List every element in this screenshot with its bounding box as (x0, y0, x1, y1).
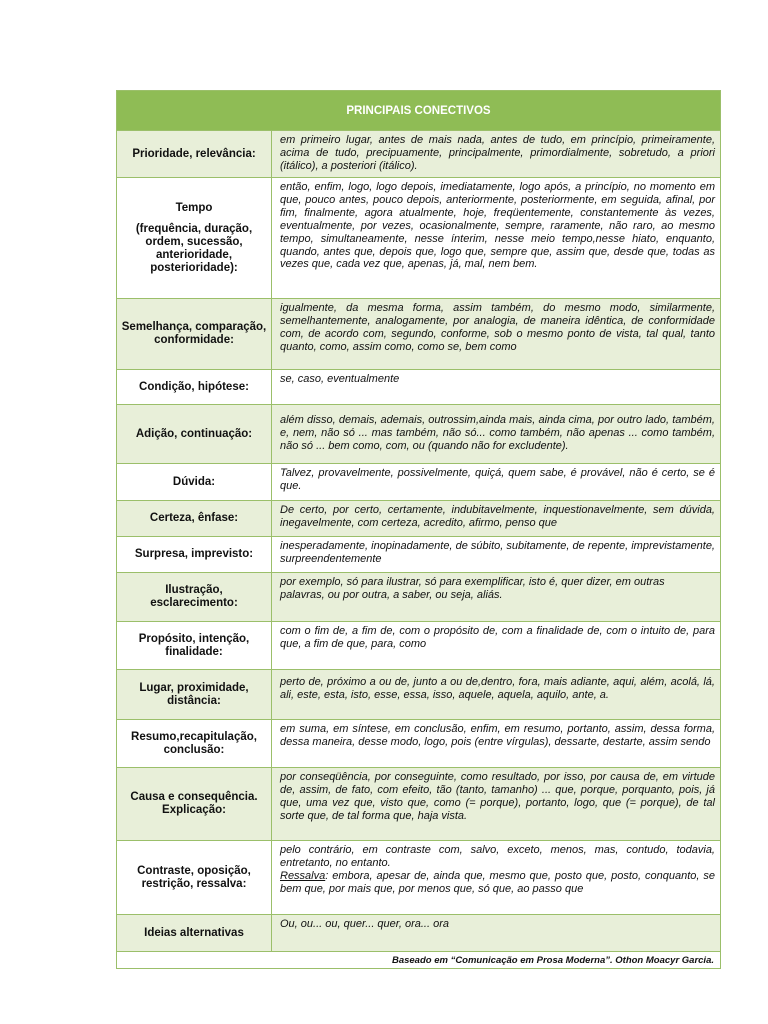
table-row (117, 501, 720, 537)
table-row (117, 464, 720, 501)
table-row (117, 537, 720, 573)
row-connectives: pelo contrário, em contraste com, salvo, exceto, menos, mas, contudo, todavia, entretanto, no entanto. (280, 844, 715, 869)
row-category: Causa e consequência. Explicação: (117, 768, 272, 840)
row-connectives-block (272, 841, 720, 914)
row-category: Prioridade, relevância: (117, 131, 272, 177)
table-row (117, 915, 720, 952)
row-category: Adição, continuação: (117, 405, 272, 463)
row-category: Ilustração, esclarecimento: (117, 573, 272, 621)
row-connectives: em primeiro lugar, antes de mais nada, antes de tudo, em princípio, primeiramente, acima de tudo, precipuamente, principalmente, primordialmente, sobretudo, a priori (itálico), a posteriori (itálico). (280, 134, 715, 172)
row-category: Resumo,recapitulação, conclusão: (117, 720, 272, 767)
table-row (117, 405, 720, 464)
row-category: Certeza, ênfase: (117, 501, 272, 536)
row-connectives: com o fim de, a fim de, com o propósito de, com a finalidade de, com o intuito de, para que, a fim de que, para, como (280, 625, 715, 650)
row-category: Propósito, intenção, finalidade: (117, 622, 272, 669)
table-row (117, 768, 720, 841)
row-connectives: igualmente, da mesma forma, assim também, do mesmo modo, similarmente, semelhantemente, analogamente, por analogia, de maneira idêntica, de conformidade com, de acordo com, segundo, conforme, sob o mesmo ponto de vista, tal qual, tanto quanto, como, assim como, como se, bem como (280, 302, 715, 353)
table-row (117, 299, 720, 370)
row-connectives-ressalva (280, 870, 715, 896)
row-connectives: por conseqüência, por conseguinte, como resultado, por isso, por causa de, em virtude de, assim, de fato, com efeito, tão (tanto, tamanho) ... que, porque, porquanto, pois, já que, uma vez que, visto que, como (= porque), portanto, logo, que (= porque), de tal sorte que, de tal forma que, haja vista. (280, 771, 715, 822)
table-header: PRINCIPAIS CONECTIVOS (117, 91, 720, 131)
row-category: Semelhança, comparação, conformidade: (117, 299, 272, 369)
connectives-table (116, 90, 721, 969)
table-row (117, 131, 720, 178)
row-connectives: perto de, próximo a ou de, junto a ou de,dentro, fora, mais adiante, aqui, além, acolá, lá, ali, este, esta, isto, esse, essa, isso, aquele, aquela, aquilo, ante, a. (280, 676, 715, 701)
table-row (117, 622, 720, 670)
row-category: Contraste, oposição, restrição, ressalva: (117, 841, 272, 914)
row-connectives: Ou, ou... ou, quer... quer, ora... ora (280, 918, 449, 930)
row-connectives: além disso, demais, ademais, outrossim,ainda mais, ainda cima, por outro lado, também, e, nem, não só ... mas também, não só... como também, não apenas ... como também, não só ... bem como, com, ou (quando não for excludente). (280, 414, 715, 452)
row-connectives: se, caso, eventualmente (280, 373, 400, 385)
table-row (117, 370, 720, 405)
row-category-block (117, 178, 272, 298)
row-connectives: inesperadamente, inopinadamente, de súbito, subitamente, de repente, imprevistamente, surpreendentemente (280, 540, 715, 565)
table-row (117, 670, 720, 720)
table-row (117, 720, 720, 768)
table-row (117, 178, 720, 299)
table-row (117, 573, 720, 622)
row-category: Ideias alternativas (117, 915, 272, 951)
row-category: Condição, hipótese: (117, 370, 272, 404)
source-note: Baseado em “Comunicação em Prosa Moderna”. Othon Moacyr Garcia. (117, 952, 720, 968)
row-connectives: Talvez, provavelmente, possivelmente, quiçá, quem sabe, é provável, não é certo, se é que. (280, 467, 715, 492)
row-category: Lugar, proximidade, distância: (117, 670, 272, 719)
row-category-subtitle: (frequência, duração, ordem, sucessão, anterioridade, posterioridade): (135, 222, 253, 274)
ressalva-label: Ressalva (280, 869, 326, 882)
ressalva-text: : embora, apesar de, ainda que, mesmo que, posto que, posto, conquanto, se bem que, por mais que, por menos que, só que, ao passo que (280, 869, 715, 895)
row-connectives: em suma, em síntese, em conclusão, enfim, em resumo, portanto, assim, dessa forma, dessa maneira, desse modo, logo, pois (entre vírgulas), dessarte, destarte, assim sendo (280, 723, 715, 748)
row-connectives: De certo, por certo, certamente, indubitavelmente, inquestionavelmente, sem dúvida, inegavelmente, com certeza, acredito, afirmo, penso que (280, 504, 715, 529)
row-connectives: por exemplo, só para ilustrar, só para exemplificar, isto é, quer dizer, em outras (280, 576, 665, 588)
row-category: Surpresa, imprevisto: (117, 537, 272, 572)
row-connectives-continued: palavras, ou por outra, a saber, ou seja, aliás. (280, 588, 503, 601)
row-category: Dúvida: (117, 464, 272, 500)
row-category: Tempo (175, 201, 213, 214)
row-connectives-block (272, 573, 720, 621)
table-row (117, 841, 720, 915)
row-connectives: então, enfim, logo, logo depois, imediatamente, logo após, a princípio, no momento em que, pouco antes, pouco depois, anteriormente, posteriormente, em seguida, afinal, por fim, finalmente, agora atualmente, hoje, freqüentemente, constantemente às vezes, eventualmente, por vezes, ocasionalmente, sempre, raramente, não raro, ao mesmo tempo, simultaneamente, nesse ínterim, nesse meio tempo,nesse hiato, enquanto, quando, antes que, depois que, logo que, sempre que, assim que, desde que, todas as vezes que, cada vez que, apenas, já, mal, nem bem. (280, 181, 715, 271)
